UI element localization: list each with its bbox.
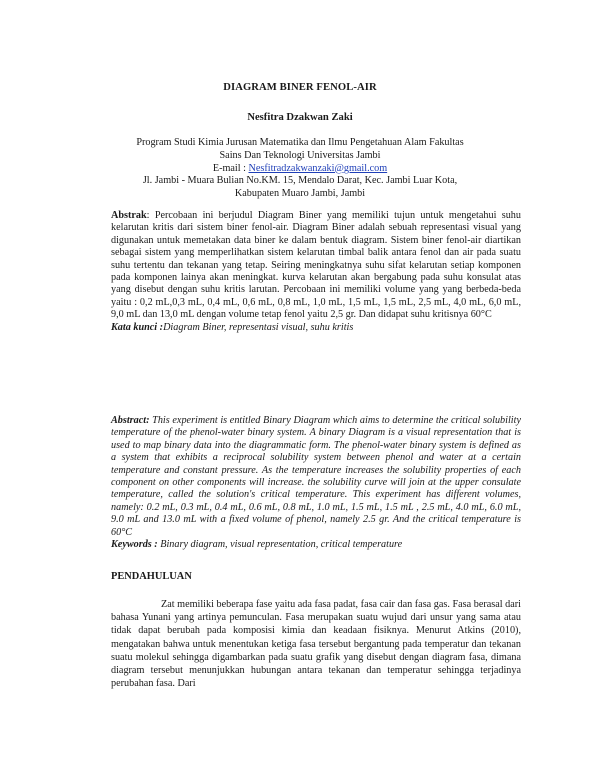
- abstract-id-text: : Percobaan ini berjudul Diagram Biner yang memiliki tujun untuk mengetahui suhu kelarutan kritis dari sistem biner fenol-air. Diagram Biner adalah sebuah representasi visual yang digunakan untuk memetakan data biner ke dalam bentuk diagram. Sistem biner fenol-air diartikan sebagai sistem yang memperlihatkan sistem kelarutan timbal balik antara fenol dan air pada suatu suhu tertentu dan tekanan yang tetap. Seiring meningkatnya suhu sifat kelarutan setiap komponen pada komponen lainya akan meningkat. kurva kelarutan akan bergabung pada suhu konsulat atas yang disebut dengan suhu kritis larutan. Percobaan ini memiliki volume yang yang berbeda-beda yaitu : 0,2 mL,0,3 mL, 0,4 mL, 0,6 mL, 0,8 mL, 1,0 mL, 1,5 mL, 1,5 mL, 2,5 mL, 4,0 mL, 6,0 mL, 9,0 mL dan 13,0 mL dengan volume tetap fenol yaitu 2,5 gr. Dan didapat suhu kritisnya 60°C: [111, 210, 521, 321]
- affiliation-line-1: Program Studi Kimia Jurusan Matematika dan Ilmu Pengetahuan Alam Fakultas: [136, 137, 464, 148]
- address-line-1: Jl. Jambi - Muara Bulian No.KM. 15, Mendalo Darat, Kec. Jambi Luar Kota,: [142, 175, 458, 187]
- abstract-id-label: Abstrak: [111, 210, 147, 221]
- author-name: Nesfitra Dzakwan Zaki: [247, 112, 353, 123]
- keywords-en: [111, 539, 521, 551]
- email-link[interactable]: Nesfitradzakwanzaki@gmail.com: [248, 162, 388, 174]
- keywords-id-label: Kata kunci :: [111, 321, 164, 333]
- paper-title: DIAGRAM BINER FENOL-AIR: [223, 82, 377, 93]
- abstract-en-label: Abstract:: [111, 415, 150, 426]
- abstract-en-text: This experiment is entitled Binary Diagram which aims to determine the critical solubility temperature of the phenol-water binary system. A binary Diagram is a visual representation that is used to map binary data into the diagrammatic form. The phenol-water binary system is defined as a system that exhibits a reciprocal solubility system between phenol and water at a certain temperature and constant pressure. As the temperature increases the solubility properties of each component on other components will increase. the solubility curve will join at the upper consulate temperature, called the solution's critical temperature. This experiment has different volumes, namely: 0.2 mL, 0.3 mL, 0.4 mL, 0.6 mL, 0.8 mL, 1.0 mL, 1.5 mL, 1.5 mL , 2.5 mL, 4.0 mL, 6.0 mL, 9.0 mL and 13.0 mL with a fixed volume of phenol, namely 2.5 gr. And the critical temperature is 60°C: [111, 415, 521, 538]
- abstract-english: [111, 415, 521, 551]
- email-label: E-mail :: [212, 162, 249, 174]
- section-heading: PENDAHULUAN: [111, 571, 192, 582]
- abstract-indonesian: [111, 210, 521, 334]
- introduction-paragraph: Zat memiliki beberapa fase yaitu ada fasa padat, fasa cair dan fasa gas. Fasa berasal dari bahasa Yunani yang artinya pemunculan. Fasa merupakan suatu wujud dari unsur yang sama atau tidak dapat berubah pada komposisi kimia dan keadaan fisiknya. Menurut Atkins (2010), mengatakan bahwa untuk menentukan ketiga fasa tersebut bergantung pada temperatur dan tekanan suatu molekul sehingga digambarkan pada suatu grafik yang disebut dengan diagram fasa, dimana diagram tersebut menunjukkan hubungan antara tekanan dan temperatur sehingga terjadinya perubahan fasa. Dari: [111, 599, 521, 690]
- affiliation-line-2: Sains Dan Teknologi Universitas Jambi: [219, 149, 381, 161]
- keywords-en-text: Binary diagram, visual representation, critical temperature: [157, 539, 403, 551]
- affiliation-block: [100, 137, 500, 201]
- email-line: [100, 163, 500, 176]
- keywords-id-text: Diagram Biner, representasi visual, suhu kritis: [163, 321, 354, 333]
- keywords-id: [111, 322, 521, 334]
- keywords-en-label: Keywords :: [111, 539, 158, 551]
- address-line-2: Kabupaten Muaro Jambi, Jambi: [234, 188, 366, 200]
